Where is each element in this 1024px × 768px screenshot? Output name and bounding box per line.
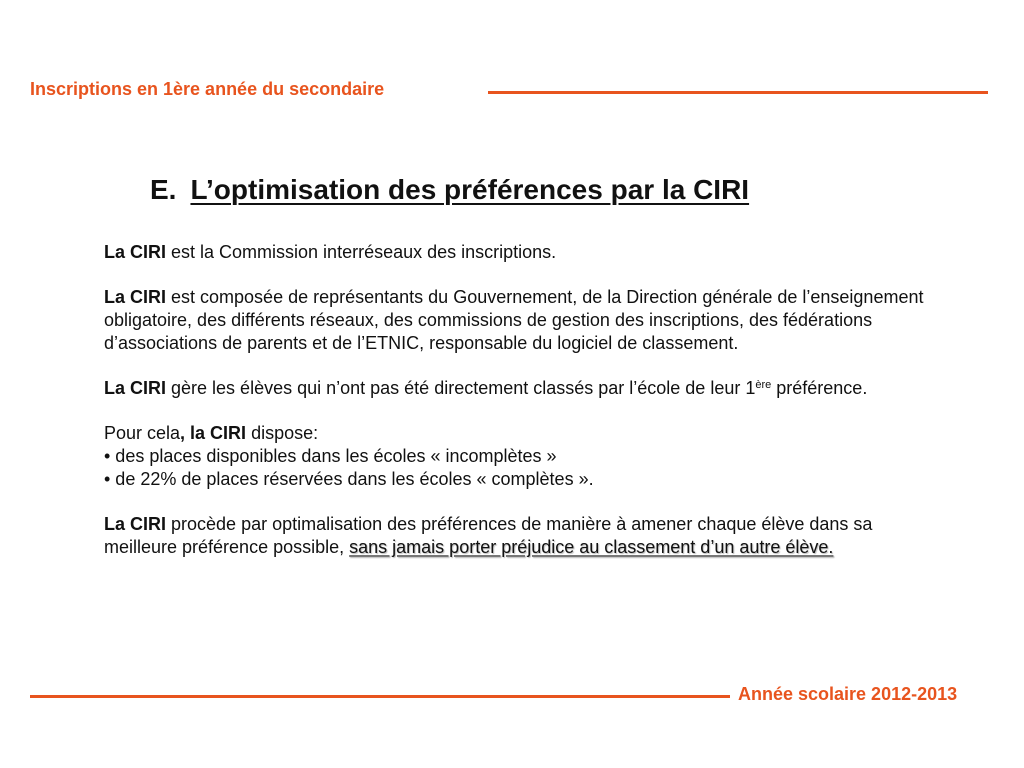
paragraph-text: procède par optimalisation des préférences de manière à amener chaque élève dans sa meilleure préférence possible, bbox=[104, 514, 873, 557]
paragraph-method bbox=[104, 513, 934, 559]
list-item: • de 22% de places réservées dans les écoles « complètes ». bbox=[104, 469, 594, 489]
paragraph-text: est composée de représentants du Gouvernement, de la Direction générale de l’enseignement obligatoire, des différents réseaux, des commissions de gestion des inscriptions, des fédérations d’associations de parents et de l’ETNIC, responsable du logiciel de classement. bbox=[104, 287, 924, 353]
slide-title-text: L’optimisation des préférences par la CIRI bbox=[190, 174, 750, 205]
paragraph-text: gère les élèves qui n’ont pas été directement classés par l’école de leur 1 bbox=[166, 378, 756, 398]
paragraph-resources bbox=[104, 422, 934, 445]
header-divider bbox=[488, 91, 988, 94]
slide-title bbox=[150, 174, 749, 206]
highlighted-text: sans jamais porter préjudice au classement d’un autre élève. bbox=[349, 537, 834, 557]
paragraph-text: dispose: bbox=[246, 423, 319, 443]
slide-title-number: E. bbox=[150, 174, 177, 205]
paragraph-text: est la Commission interréseaux des inscriptions. bbox=[166, 242, 557, 262]
ciri-label: La CIRI bbox=[104, 378, 167, 398]
ciri-label: , la CIRI bbox=[180, 423, 247, 443]
header-title: Inscriptions en 1ère année du secondaire bbox=[30, 79, 385, 99]
paragraph-composition bbox=[104, 286, 934, 355]
paragraph-role bbox=[104, 377, 934, 400]
footer-school-year: Année scolaire 2012-2013 bbox=[738, 684, 958, 704]
ciri-label: La CIRI bbox=[104, 514, 167, 534]
footer-divider bbox=[30, 695, 730, 698]
ordinal-superscript: ère bbox=[755, 379, 772, 391]
ciri-label: La CIRI bbox=[104, 287, 167, 307]
slide-content bbox=[104, 241, 934, 559]
paragraph-text: Pour cela bbox=[104, 423, 181, 443]
paragraph-text: préférence. bbox=[771, 378, 868, 398]
ciri-label: La CIRI bbox=[104, 242, 167, 262]
paragraph-definition bbox=[104, 241, 934, 264]
list-item: • des places disponibles dans les écoles « incomplètes » bbox=[104, 446, 557, 466]
